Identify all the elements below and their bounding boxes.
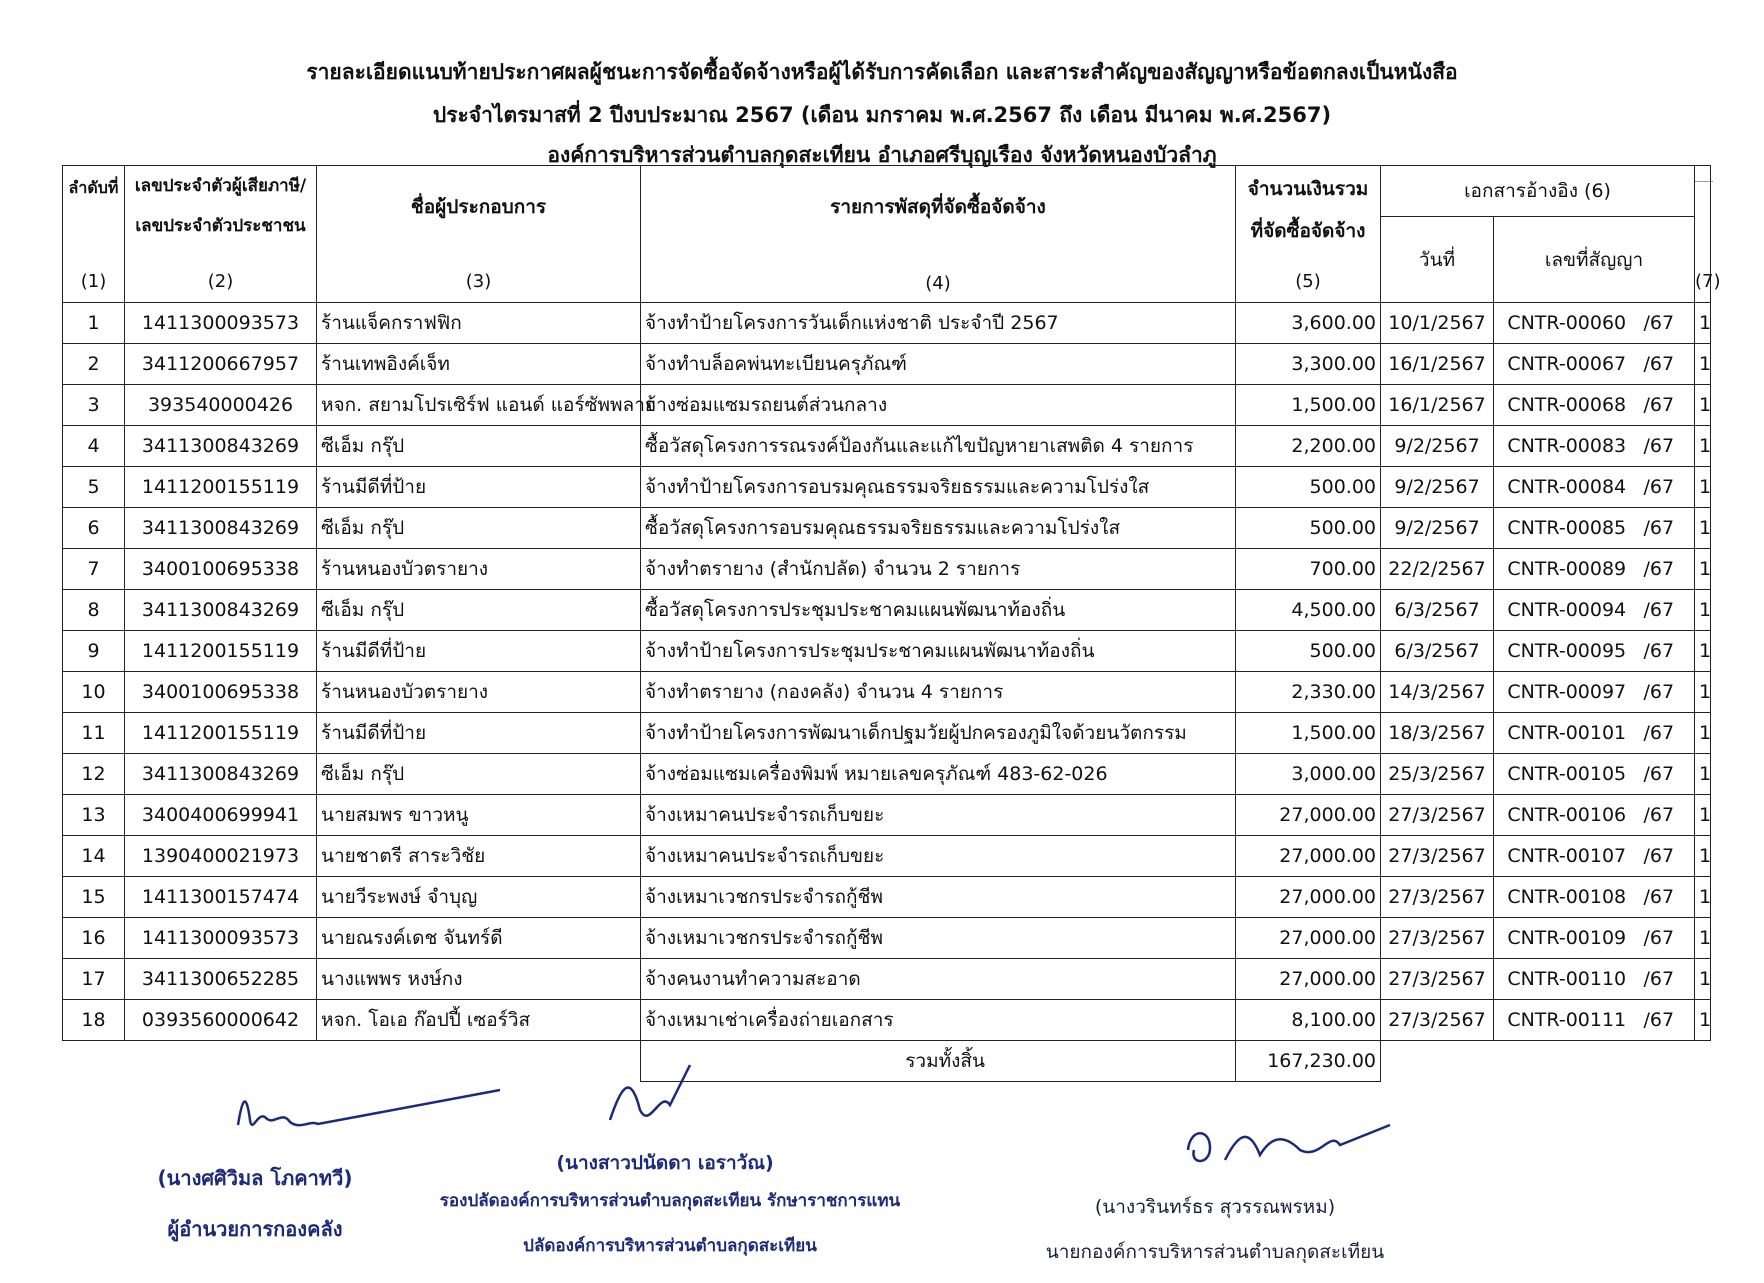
- table-row: [63, 631, 1711, 672]
- table-body: [63, 303, 1711, 1082]
- item-cell: จ้างคนงานทำความสะอาด: [641, 959, 1236, 1000]
- item-cell: จ้างทำป้ายโครงการอบรมคุณธรรมจริยธรรมและความโปร่งใส: [641, 467, 1236, 508]
- tax-id-cell: 3411300843269: [125, 426, 317, 467]
- right-signature-mark: [1180, 1110, 1400, 1190]
- vendor-cell: หจก. โอเอ ก๊อปปี้ เซอร์วิส: [317, 1000, 641, 1041]
- vendor-cell: นายสมพร ขาวหนู: [317, 795, 641, 836]
- tax-id-cell: 0393560000642: [125, 1000, 317, 1041]
- vendor-cell: ร้านแจ็คกราฟฟิก: [317, 303, 641, 344]
- row-number: 18: [63, 1000, 125, 1041]
- table-row: [63, 508, 1711, 549]
- tax-id-cell: 3400400699941: [125, 795, 317, 836]
- date-cell: 27/3/2567: [1381, 836, 1494, 877]
- contract-suffix-cell: /67: [1640, 549, 1695, 590]
- contract-suffix-cell: /67: [1640, 672, 1695, 713]
- contract-no-cell: CNTR-00060: [1494, 303, 1640, 344]
- contract-no-cell: CNTR-00111: [1494, 1000, 1640, 1041]
- middle-signatory-name: (นางสาวปนัดดา เอราวัณ): [556, 1152, 774, 1174]
- vendor-cell: ร้านหนองบัวตรายาง: [317, 672, 641, 713]
- table-row: [63, 754, 1711, 795]
- table-row: [63, 549, 1711, 590]
- amount-cell: 3,600.00: [1236, 303, 1381, 344]
- item-cell: จ้างเหมาเวชกรประจำรถกู้ชีพ: [641, 877, 1236, 918]
- col7-cell: 1: [1695, 795, 1711, 836]
- date-cell: 6/3/2567: [1381, 590, 1494, 631]
- header-date: วันที่: [1381, 217, 1494, 303]
- date-cell: 9/2/2567: [1381, 426, 1494, 467]
- item-cell: ซื้อวัสดุโครงการรณรงค์ป้องกันและแก้ไขปัญหายาเสพติด 4 รายการ: [641, 426, 1236, 467]
- header-amount: จำนวนเงินรวม ที่จัดซื้อจัดจ้าง (5): [1236, 166, 1381, 303]
- contract-suffix-cell: /67: [1640, 467, 1695, 508]
- vendor-cell: ร้านมีดีที่ป้าย: [317, 631, 641, 672]
- col7-cell: 1: [1695, 836, 1711, 877]
- header-reference-docs: เอกสารอ้างอิง (6): [1381, 166, 1695, 217]
- col7-cell: 1: [1695, 959, 1711, 1000]
- vendor-cell: นายวีระพงษ์ จำบุญ: [317, 877, 641, 918]
- col7-cell: 1: [1695, 549, 1711, 590]
- contract-suffix-cell: /67: [1640, 877, 1695, 918]
- contract-suffix-cell: /67: [1640, 631, 1695, 672]
- col7-cell: 1: [1695, 672, 1711, 713]
- col7-cell: 1: [1695, 467, 1711, 508]
- row-number: 1: [63, 303, 125, 344]
- date-cell: 10/1/2567: [1381, 303, 1494, 344]
- item-cell: จ้างทำป้ายโครงการพัฒนาเด็กปฐมวัยผู้ปกครองภูมิใจด้วยนวัตกรรม: [641, 713, 1236, 754]
- amount-cell: 4,500.00: [1236, 590, 1381, 631]
- header-col7: ――― (7): [1695, 166, 1711, 303]
- item-cell: จ้างเหมาเช่าเครื่องถ่ายเอกสาร: [641, 1000, 1236, 1041]
- contract-no-cell: CNTR-00094: [1494, 590, 1640, 631]
- amount-cell: 500.00: [1236, 631, 1381, 672]
- contract-suffix-cell: /67: [1640, 836, 1695, 877]
- vendor-cell: หจก. สยามโปรเซิร์ฟ แอนด์ แอร์ซัพพลาย: [317, 385, 641, 426]
- date-cell: 25/3/2567: [1381, 754, 1494, 795]
- contract-suffix-cell: /67: [1640, 959, 1695, 1000]
- table-row: [63, 344, 1711, 385]
- header-vendor: ชื่อผู้ประกอบการ (3): [317, 166, 641, 303]
- tax-id-cell: 1411200155119: [125, 631, 317, 672]
- document-title: รายละเอียดแนบท้ายประกาศผลผู้ชนะการจัดซื้อจัดจ้างหรือผู้ได้รับการคัดเลือก และสาระสำคัญของสัญญาหรือข้อตกลงเป็นหนังสือ: [306, 60, 1458, 84]
- vendor-cell: ร้านมีดีที่ป้าย: [317, 467, 641, 508]
- contract-no-cell: CNTR-00068: [1494, 385, 1640, 426]
- table-row: [63, 385, 1711, 426]
- amount-cell: 27,000.00: [1236, 877, 1381, 918]
- row-number: 2: [63, 344, 125, 385]
- col7-cell: 1: [1695, 1000, 1711, 1041]
- contract-no-cell: CNTR-00083: [1494, 426, 1640, 467]
- tax-id-cell: 3411300652285: [125, 959, 317, 1000]
- contract-no-cell: CNTR-00107: [1494, 836, 1640, 877]
- vendor-cell: ร้านมีดีที่ป้าย: [317, 713, 641, 754]
- contract-suffix-cell: /67: [1640, 754, 1695, 795]
- tax-id-cell: 3411300843269: [125, 754, 317, 795]
- table-row: [63, 1000, 1711, 1041]
- contract-no-cell: CNTR-00105: [1494, 754, 1640, 795]
- date-cell: 16/1/2567: [1381, 385, 1494, 426]
- right-signatory-title: นายกองค์การบริหารส่วนตำบลกุดสะเทียน: [1045, 1241, 1385, 1263]
- contract-no-cell: CNTR-00067: [1494, 344, 1640, 385]
- vendor-cell: ซีเอ็ม กรุ๊ป: [317, 590, 641, 631]
- middle-signatory-title-line1: รองปลัดองค์การบริหารส่วนตำบลกุดสะเทียน รักษาราชการแทน: [439, 1191, 901, 1211]
- tax-id-cell: 3411200667957: [125, 344, 317, 385]
- vendor-cell: ซีเอ็ม กรุ๊ป: [317, 754, 641, 795]
- tax-id-cell: 1411300093573: [125, 303, 317, 344]
- col7-cell: 1: [1695, 918, 1711, 959]
- table-row: [63, 836, 1711, 877]
- amount-cell: 3,000.00: [1236, 754, 1381, 795]
- date-cell: 27/3/2567: [1381, 1000, 1494, 1041]
- row-number: 12: [63, 754, 125, 795]
- item-cell: จ้างทำป้ายโครงการวันเด็กแห่งชาติ ประจำปี 2567: [641, 303, 1236, 344]
- contract-suffix-cell: /67: [1640, 344, 1695, 385]
- tax-id-cell: 1411300157474: [125, 877, 317, 918]
- contract-suffix-cell: /67: [1640, 426, 1695, 467]
- amount-cell: 27,000.00: [1236, 959, 1381, 1000]
- header-tax-id: เลขประจำตัวผู้เสียภาษี/ เลขประจำตัวประชาชน (2): [125, 166, 317, 303]
- tax-id-cell: 3400100695338: [125, 549, 317, 590]
- table-row: [63, 959, 1711, 1000]
- contract-no-cell: CNTR-00084: [1494, 467, 1640, 508]
- contract-suffix-cell: /67: [1640, 385, 1695, 426]
- contract-no-cell: CNTR-00095: [1494, 631, 1640, 672]
- row-number: 13: [63, 795, 125, 836]
- date-cell: 18/3/2567: [1381, 713, 1494, 754]
- amount-cell: 27,000.00: [1236, 795, 1381, 836]
- vendor-cell: ซีเอ็ม กรุ๊ป: [317, 426, 641, 467]
- middle-signatory-title-line2: ปลัดองค์การบริหารส่วนตำบลกุดสะเทียน: [523, 1236, 817, 1256]
- vendor-cell: ร้านหนองบัวตรายาง: [317, 549, 641, 590]
- table-row: [63, 590, 1711, 631]
- row-number: 15: [63, 877, 125, 918]
- item-cell: จ้างเหมาคนประจำรถเก็บขยะ: [641, 836, 1236, 877]
- contract-no-cell: CNTR-00085: [1494, 508, 1640, 549]
- table-row: [63, 918, 1711, 959]
- amount-cell: 27,000.00: [1236, 918, 1381, 959]
- item-cell: จ้างซ่อมแซมเครื่องพิมพ์ หมายเลขครุภัณฑ์ 483-62-026: [641, 754, 1236, 795]
- amount-cell: 2,330.00: [1236, 672, 1381, 713]
- item-cell: จ้างทำบล็อคพ่นทะเบียนครุภัณฑ์: [641, 344, 1236, 385]
- header-items: รายการพัสดุที่จัดซื้อจัดจ้าง (4): [641, 166, 1236, 303]
- tax-id-cell: 1411200155119: [125, 467, 317, 508]
- contract-suffix-cell: /67: [1640, 303, 1695, 344]
- item-cell: จ้างทำตรายาง (สำนักปลัด) จำนวน 2 รายการ: [641, 549, 1236, 590]
- amount-cell: 27,000.00: [1236, 836, 1381, 877]
- header-contract-no: เลขที่สัญญา: [1494, 217, 1695, 303]
- row-number: 11: [63, 713, 125, 754]
- table-row: [63, 467, 1711, 508]
- row-number: 5: [63, 467, 125, 508]
- document-subtitle-period: ประจำไตรมาสที่ 2 ปีงบประมาณ 2567 (เดือน มกราคม พ.ศ.2567 ถึง เดือน มีนาคม พ.ศ.2567): [432, 103, 1332, 127]
- left-signatory-name: (นางศศิวิมล โภคาทวี): [157, 1166, 353, 1190]
- vendor-cell: ซีเอ็ม กรุ๊ป: [317, 508, 641, 549]
- vendor-cell: นายณรงค์เดช จันทร์ดี: [317, 918, 641, 959]
- date-cell: 6/3/2567: [1381, 631, 1494, 672]
- date-cell: 16/1/2567: [1381, 344, 1494, 385]
- date-cell: 27/3/2567: [1381, 795, 1494, 836]
- contract-suffix-cell: /67: [1640, 508, 1695, 549]
- item-cell: จ้างซ่อมแซมรถยนต์ส่วนกลาง: [641, 385, 1236, 426]
- col7-cell: 1: [1695, 754, 1711, 795]
- amount-cell: 1,500.00: [1236, 713, 1381, 754]
- contract-suffix-cell: /67: [1640, 590, 1695, 631]
- row-number: 3: [63, 385, 125, 426]
- col7-cell: 1: [1695, 713, 1711, 754]
- row-number: 10: [63, 672, 125, 713]
- tax-id-cell: 1390400021973: [125, 836, 317, 877]
- date-cell: 9/2/2567: [1381, 467, 1494, 508]
- amount-cell: 8,100.00: [1236, 1000, 1381, 1041]
- item-cell: ซื้อวัสดุโครงการประชุมประชาคมแผนพัฒนาท้องถิ่น: [641, 590, 1236, 631]
- table-row: [63, 426, 1711, 467]
- date-cell: 14/3/2567: [1381, 672, 1494, 713]
- contract-no-cell: CNTR-00109: [1494, 918, 1640, 959]
- tax-id-cell: 3400100695338: [125, 672, 317, 713]
- col7-cell: 1: [1695, 344, 1711, 385]
- vendor-cell: ร้านเทพอิงค์เจ็ท: [317, 344, 641, 385]
- contract-no-cell: CNTR-00089: [1494, 549, 1640, 590]
- header-order: ลำดับที่ (1): [63, 166, 125, 303]
- contract-suffix-cell: /67: [1640, 918, 1695, 959]
- right-signatory-name: (นางวรินทร์ธร สุวรรณพรหม): [1094, 1196, 1336, 1218]
- left-signatory-title: ผู้อำนวยการกองคลัง: [167, 1217, 343, 1241]
- row-number: 4: [63, 426, 125, 467]
- col7-cell: 1: [1695, 426, 1711, 467]
- contract-suffix-cell: /67: [1640, 1000, 1695, 1041]
- tax-id-cell: 3411300843269: [125, 508, 317, 549]
- col7-cell: 1: [1695, 385, 1711, 426]
- row-number: 8: [63, 590, 125, 631]
- table-row: [63, 713, 1711, 754]
- contract-no-cell: CNTR-00097: [1494, 672, 1640, 713]
- row-number: 6: [63, 508, 125, 549]
- tax-id-cell: 1411200155119: [125, 713, 317, 754]
- col7-cell: 1: [1695, 303, 1711, 344]
- row-number: 9: [63, 631, 125, 672]
- amount-cell: 3,300.00: [1236, 344, 1381, 385]
- procurement-table: [62, 165, 1721, 1082]
- col7-cell: 1: [1695, 508, 1711, 549]
- row-number: 17: [63, 959, 125, 1000]
- contract-suffix-cell: /67: [1640, 795, 1695, 836]
- date-cell: 22/2/2567: [1381, 549, 1494, 590]
- contract-no-cell: CNTR-00106: [1494, 795, 1640, 836]
- col7-cell: 1: [1695, 631, 1711, 672]
- tax-id-cell: 393540000426: [125, 385, 317, 426]
- table-row: [63, 303, 1711, 344]
- table-row: [63, 795, 1711, 836]
- col7-cell: 1: [1695, 877, 1711, 918]
- document-subtitle-organization: องค์การบริหารส่วนตำบลกุดสะเทียน อำเภอศรีบุญเรือง จังหวัดหนองบัวลำภู: [547, 143, 1217, 167]
- table-row: [63, 877, 1711, 918]
- tax-id-cell: 1411300093573: [125, 918, 317, 959]
- amount-cell: 2,200.00: [1236, 426, 1381, 467]
- amount-cell: 500.00: [1236, 467, 1381, 508]
- date-cell: 27/3/2567: [1381, 959, 1494, 1000]
- row-number: 14: [63, 836, 125, 877]
- amount-cell: 1,500.00: [1236, 385, 1381, 426]
- date-cell: 27/3/2567: [1381, 877, 1494, 918]
- table-header: [63, 166, 1721, 303]
- item-cell: จ้างเหมาคนประจำรถเก็บขยะ: [641, 795, 1236, 836]
- left-signature-mark: [230, 1080, 510, 1160]
- total-row: [63, 1041, 1711, 1082]
- total-amount: 167,230.00: [1236, 1041, 1381, 1082]
- item-cell: จ้างทำตรายาง (กองคลัง) จำนวน 4 รายการ: [641, 672, 1236, 713]
- contract-no-cell: CNTR-00110: [1494, 959, 1640, 1000]
- col7-cell: 1: [1695, 590, 1711, 631]
- vendor-cell: นางแพพร หงษ์กง: [317, 959, 641, 1000]
- amount-cell: 500.00: [1236, 508, 1381, 549]
- amount-cell: 700.00: [1236, 549, 1381, 590]
- tax-id-cell: 3411300843269: [125, 590, 317, 631]
- middle-signature-mark: [600, 1060, 720, 1140]
- item-cell: จ้างทำป้ายโครงการประชุมประชาคมแผนพัฒนาท้องถิ่น: [641, 631, 1236, 672]
- date-cell: 9/2/2567: [1381, 508, 1494, 549]
- table-row: [63, 672, 1711, 713]
- contract-no-cell: CNTR-00101: [1494, 713, 1640, 754]
- date-cell: 27/3/2567: [1381, 918, 1494, 959]
- total-label: รวมทั้งสิ้น: [641, 1041, 1236, 1082]
- contract-no-cell: CNTR-00108: [1494, 877, 1640, 918]
- contract-suffix-cell: /67: [1640, 713, 1695, 754]
- row-number: 7: [63, 549, 125, 590]
- item-cell: จ้างเหมาเวชกรประจำรถกู้ชีพ: [641, 918, 1236, 959]
- item-cell: ซื้อวัสดุโครงการอบรมคุณธรรมจริยธรรมและความโปร่งใส: [641, 508, 1236, 549]
- vendor-cell: นายชาตรี สาระวิชัย: [317, 836, 641, 877]
- row-number: 16: [63, 918, 125, 959]
